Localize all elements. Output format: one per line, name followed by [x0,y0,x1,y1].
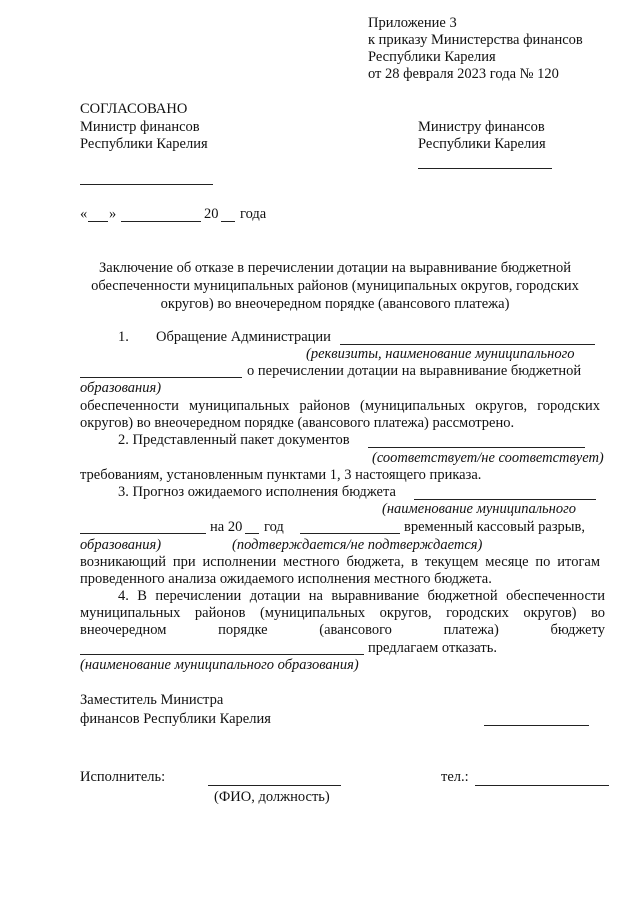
item1-line-3: обеспеченности муниципальных районов (муниципальных округов, городских [80,398,600,414]
item3-text: 3. Прогноз ожидаемого исполнения бюджета [118,484,396,500]
item1-number: 1. [118,329,129,345]
item4-budget-blank [80,654,364,655]
item3-hint-b: (подтверждается/не подтверждается) [232,537,483,553]
appendix-line-3: Республики Карелия [368,49,496,65]
item3-hint-a: образования) [80,537,162,553]
approval-signature-line [80,184,213,185]
item4-hint: (наименование муниципального образования) [80,657,359,673]
item3-year-blank [245,533,259,534]
document-title-line-3: округов) во внеочередном порядке (авансового платежа) [160,296,510,312]
document-title-line-2: обеспеченности муниципальных районов (муниципальных округов, городских [91,278,579,294]
phone-label: тел.: [441,769,469,785]
item1-admin-blank-cont [80,377,242,378]
executor-name-blank [208,785,341,786]
item3-text-b: временный кассовый разрыв, [404,519,586,535]
appendix-line-1: Приложение 3 [368,15,457,31]
date-year-prefix: 20 [204,206,219,222]
approval-heading: СОГЛАСОВАНО [80,101,188,117]
date-year-blank [221,221,235,222]
item3-confirm-blank [300,533,400,534]
item3-mo-blank-cont [80,533,206,534]
item2-blank [368,447,585,448]
item1-hint: (реквизиты, наименование муниципального [306,346,575,362]
phone-blank [475,785,609,786]
date-day-blank [88,221,108,222]
item4-text-b: предлагаем отказать. [368,640,497,656]
executor-label: Исполнитель: [80,769,166,785]
item3-hint: (наименование муниципального [382,501,577,517]
item1-hint-cont: образования) [80,380,162,396]
signature-line-1: Заместитель Министра [80,692,224,708]
item3-line-3: возникающий при исполнении местного бюджета, в текущем месяце по итогам [80,554,600,570]
item2-line-2: требованиям, установленным пунктами 1, 3 настоящего приказа. [80,467,482,483]
item1-text: Обращение Администрации [156,329,331,345]
executor-hint: (ФИО, должность) [214,789,330,805]
addressee-line-1: Министру финансов [418,119,545,135]
item4-line-1: 4. В перечислении дотации на выравнивание бюджетной обеспеченности [118,588,605,604]
item2-text: 2. Представленный пакет документов [118,432,350,448]
date-month-blank [121,221,201,222]
date-close-quote: » [109,206,117,222]
item3-line-4: проведенного анализа ожидаемого исполнения местного бюджета. [80,571,492,587]
signature-line-2: финансов Республики Карелия [80,711,271,727]
appendix-line-4: от 28 февраля 2023 года № 120 [368,66,559,82]
date-year-word: года [240,206,267,222]
item1-line-4: округов) во внеочередном порядке (авансового платежа) рассмотрено. [80,415,515,431]
item3-on-year: на 20 [210,519,243,535]
addressee-name-line [418,168,552,169]
item1-text-b: о перечислении дотации на выравнивание бюджетной [247,363,582,379]
item1-admin-blank [340,344,595,345]
approval-line-2: Республики Карелия [80,136,208,152]
date-open-quote: « [80,206,88,222]
item4-line-3: внеочередном порядке (авансового платежа) бюджету [80,622,605,638]
document-title-line-1: Заключение об отказе в перечислении дотации на выравнивание бюджетной [99,260,571,276]
addressee-line-2: Республики Карелия [418,136,546,152]
appendix-line-2: к приказу Министерства финансов [368,32,583,48]
item3-mo-blank [414,499,596,500]
item2-hint: (соответствует/не соответствует) [372,450,604,466]
signature-blank [484,725,589,726]
item3-year-word: год [264,519,284,535]
approval-line-1: Министр финансов [80,119,200,135]
item4-line-2: муниципальных районов (муниципальных округов, городских округов) во [80,605,605,621]
